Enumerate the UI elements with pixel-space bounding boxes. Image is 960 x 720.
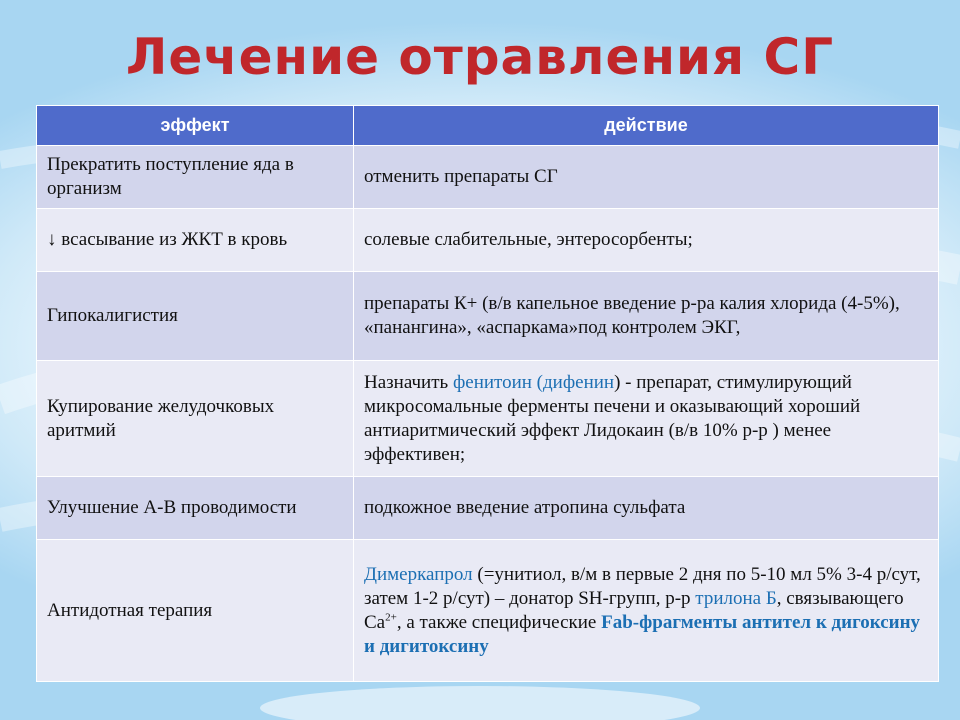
action-cell: подкожное введение атропина сульфата — [354, 477, 939, 540]
effect-cell: Гипокалигистия — [37, 272, 354, 361]
action-text: , а также специфические — [396, 611, 602, 633]
effect-cell: Улучшение А-В проводимости — [37, 477, 354, 540]
action-cell — [354, 540, 939, 682]
effect-cell: Прекратить поступление яда в организм — [37, 146, 354, 209]
drug-name: Димеркапрол — [364, 563, 473, 585]
action-cell — [354, 361, 939, 477]
slide-title: Лечение отравления СГ — [125, 28, 835, 86]
table-header-row — [37, 106, 939, 146]
action-cell: солевые слабительные, энтеросорбенты; — [354, 209, 939, 272]
table-row — [37, 540, 939, 682]
action-text: (=унитиол, в/м в первые 2 дня по 5-10 мл 5% 3-4 р/сут, затем 1-2 р/сут) – донатор SH-групп, р-р — [364, 563, 921, 609]
effect-cell: Купирование желудочковых аритмий — [37, 361, 354, 477]
drug-name: фенитоин (дифенин — [452, 371, 615, 393]
action-text: Назначить — [364, 371, 453, 393]
action-cell: отменить препараты СГ — [354, 146, 939, 209]
action-cell: препараты К+ (в/в капельное введение р-ра калия хлорида (4-5%), «панангина», «аспаркама»под контролем ЭКГ, — [354, 272, 939, 361]
action-text: , связывающего Са — [364, 587, 904, 633]
table-row — [37, 361, 939, 477]
table-row — [37, 477, 939, 540]
action-text: ) - препарат, стимулирующий микросомальные ферменты печени и оказывающий хороший антиаритмический эффект Лидокаин (в/в 10% р-р ) менее эффективен; — [364, 371, 861, 465]
drug-name: трилона Б — [695, 587, 777, 609]
table-row — [37, 209, 939, 272]
antibody-emphasis: Fab-фрагменты антител к дигоксину и дигитоксину — [364, 611, 921, 657]
effect-cell: ↓ всасывание из ЖКТ в кровь — [37, 209, 354, 272]
effect-cell: Антидотная терапия — [37, 540, 354, 682]
header-action: действие — [354, 106, 939, 146]
table-row — [37, 146, 939, 209]
treatment-table — [36, 105, 939, 682]
ion-charge: 2+ — [385, 611, 397, 624]
table-row — [37, 272, 939, 361]
header-effect: эффект — [37, 106, 354, 146]
